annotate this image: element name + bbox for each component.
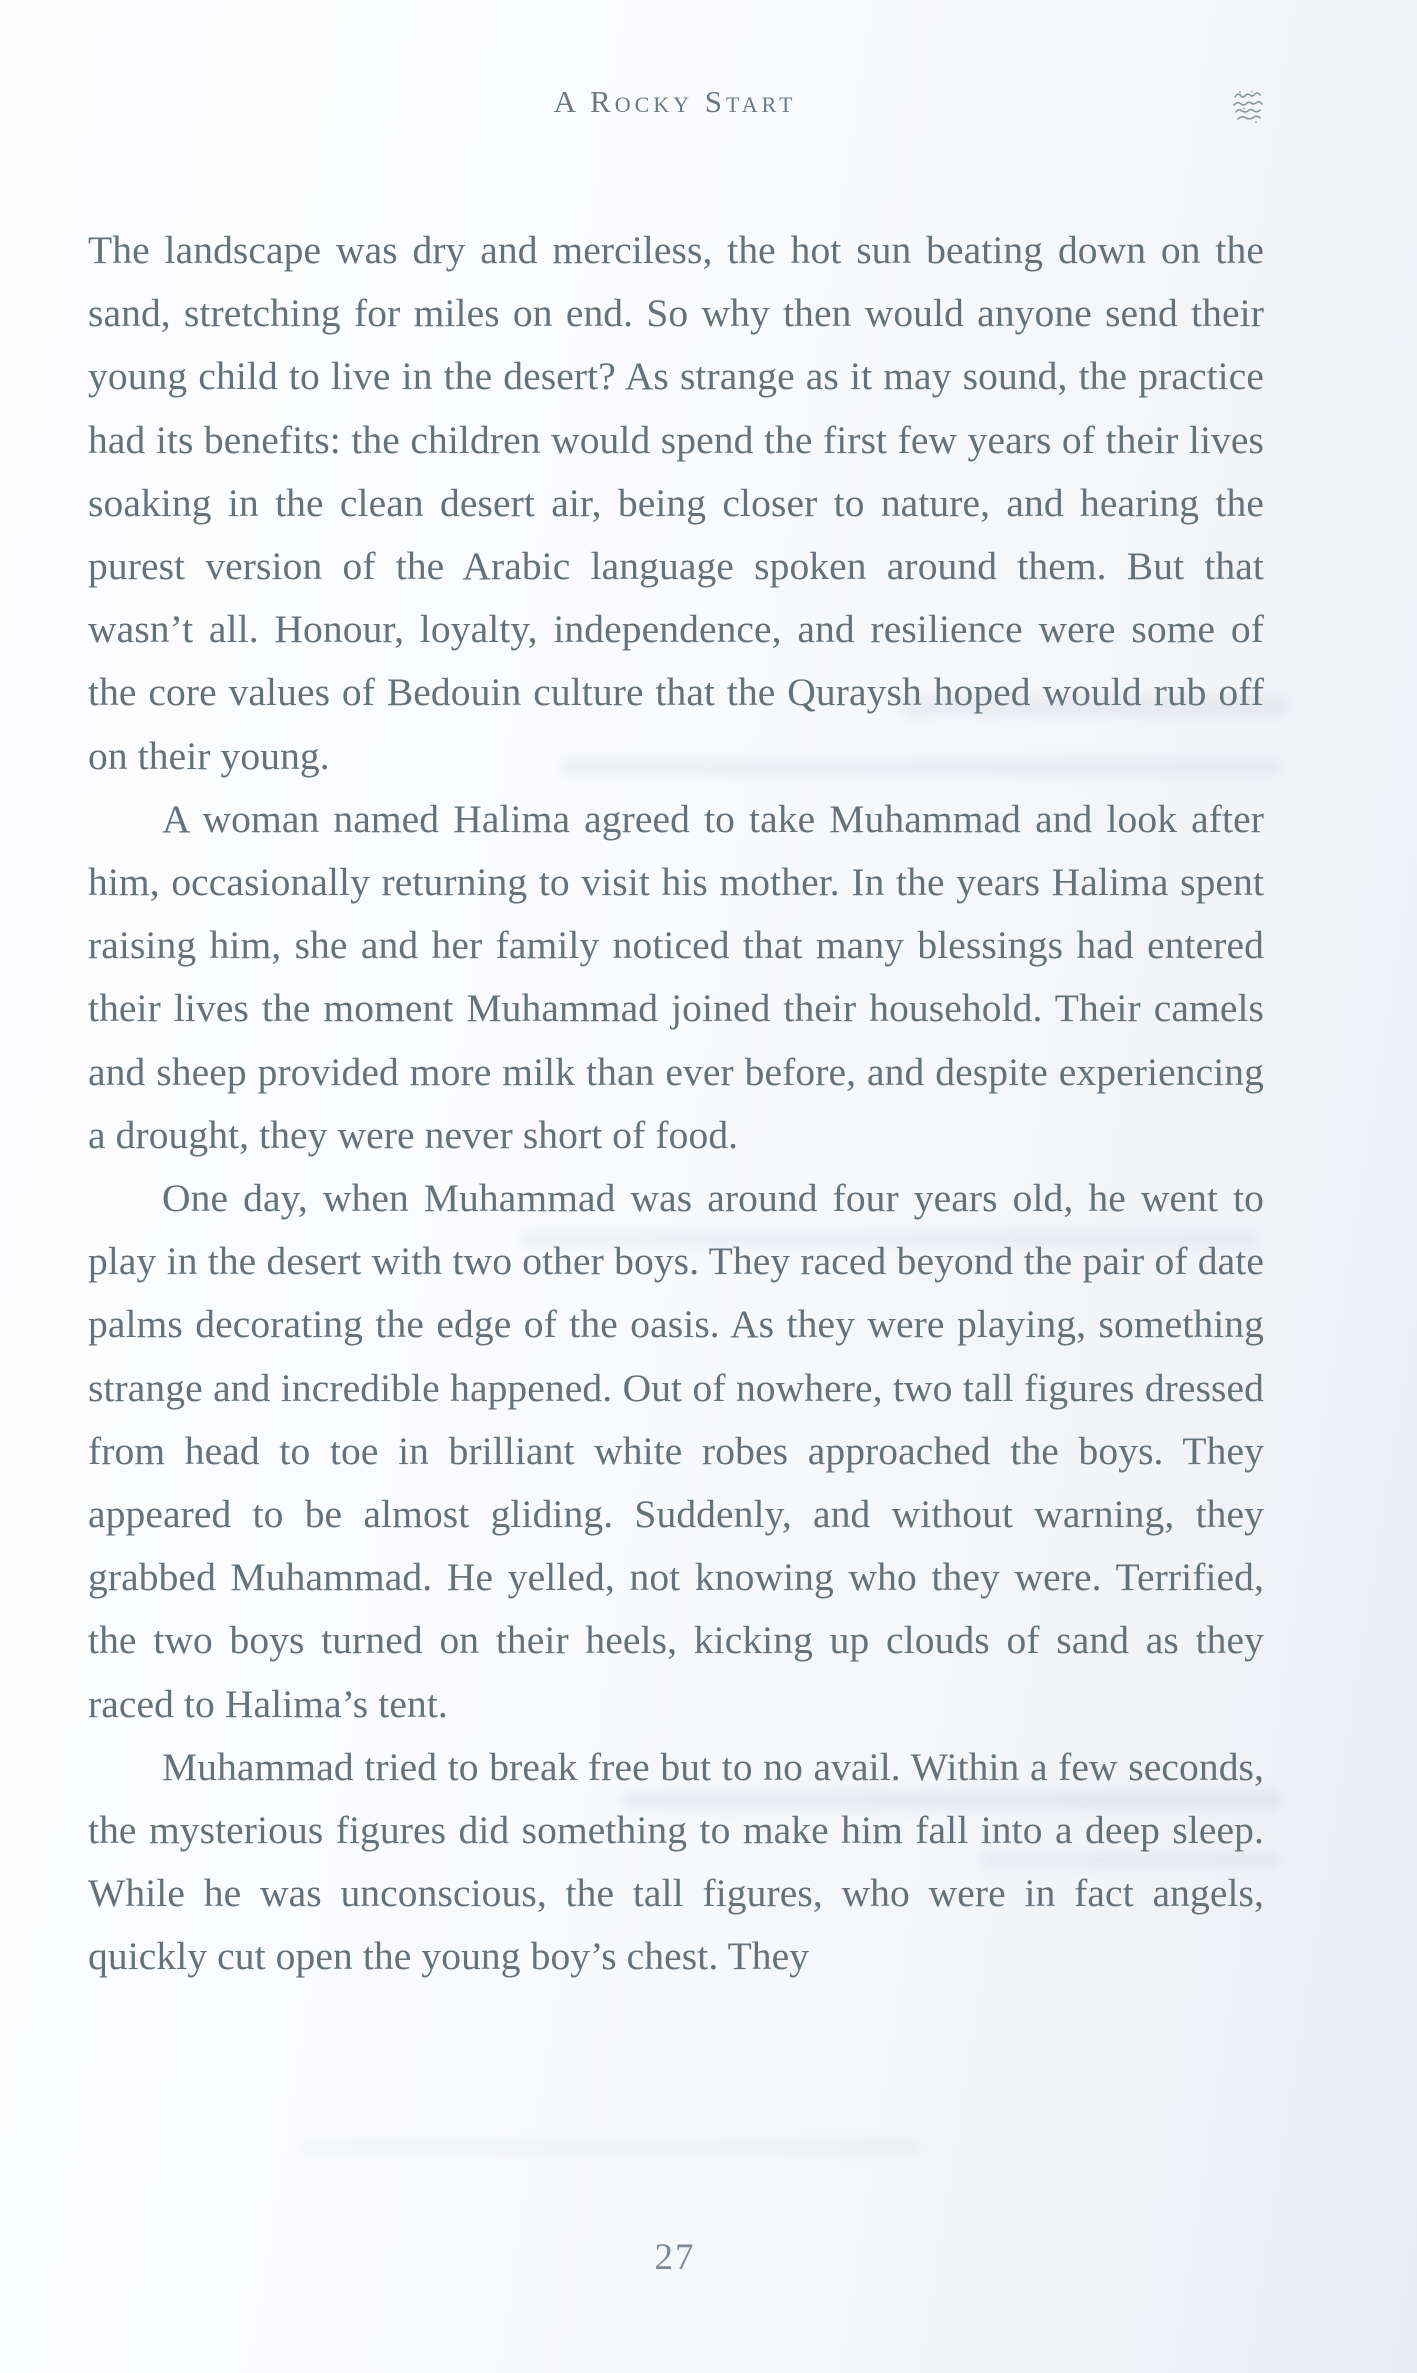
running-header-title: A Rocky Start xyxy=(553,84,797,119)
paragraph-1: The landscape was dry and merciless, the hot sun beating down on the sand, stretching for miles on end. So why then would anyone send their young child to live in the desert? As strange as it may sound, the practice had its benefits: the children would spend the first few years of their lives soaking in the clean desert air, being closer to nature, and hearing the purest version of the Arabic language spoken around them. But that wasn’t all. Honour, loyalty, independence, and resilience were some of the core values of Bedouin culture that the Quraysh hoped would rub off on their young. xyxy=(88,228,1264,778)
page-number: 27 xyxy=(654,2237,696,2278)
page-body xyxy=(88,219,1264,1989)
paragraph-4: Muhammad tried to break free but to no avail. Within a few seconds, the mysterious figures did something to make him fall into a deep sleep. While he was unconscious, the tall figures, who were in fact angels, quickly cut open the young boy’s chest. They xyxy=(88,1744,1264,1979)
pbuh-calligraphy-icon xyxy=(1228,86,1268,126)
paragraph-3: One day, when Muhammad was around four years old, he went to play in the desert with two other boys. They raced beyond the pair of date palms decorating the edge of the oasis. As they were playing, something strange and incredible happened. Out of nowhere, two tall figures dressed from head to toe in brilliant white robes approached the boys. They appeared to be almost gliding. Suddenly, and without warning, they grabbed Muhammad. He yelled, not knowing who they were. Terrified, the two boys turned on their heels, kicking up clouds of sand as they raced to Halima’s tent. xyxy=(88,1176,1264,1726)
show-through-artifact xyxy=(300,2140,920,2154)
paragraph-2: A woman named Halima agreed to take Muhammad and look after him, occasionally returning to visit his mother. In the years Halima spent raising him, she and her family noticed that many blessings had entered their lives the moment Muhammad joined their household. Their camels and sheep provided more milk than ever before, and despite experiencing a drought, they were never short of food. xyxy=(88,796,1264,1157)
